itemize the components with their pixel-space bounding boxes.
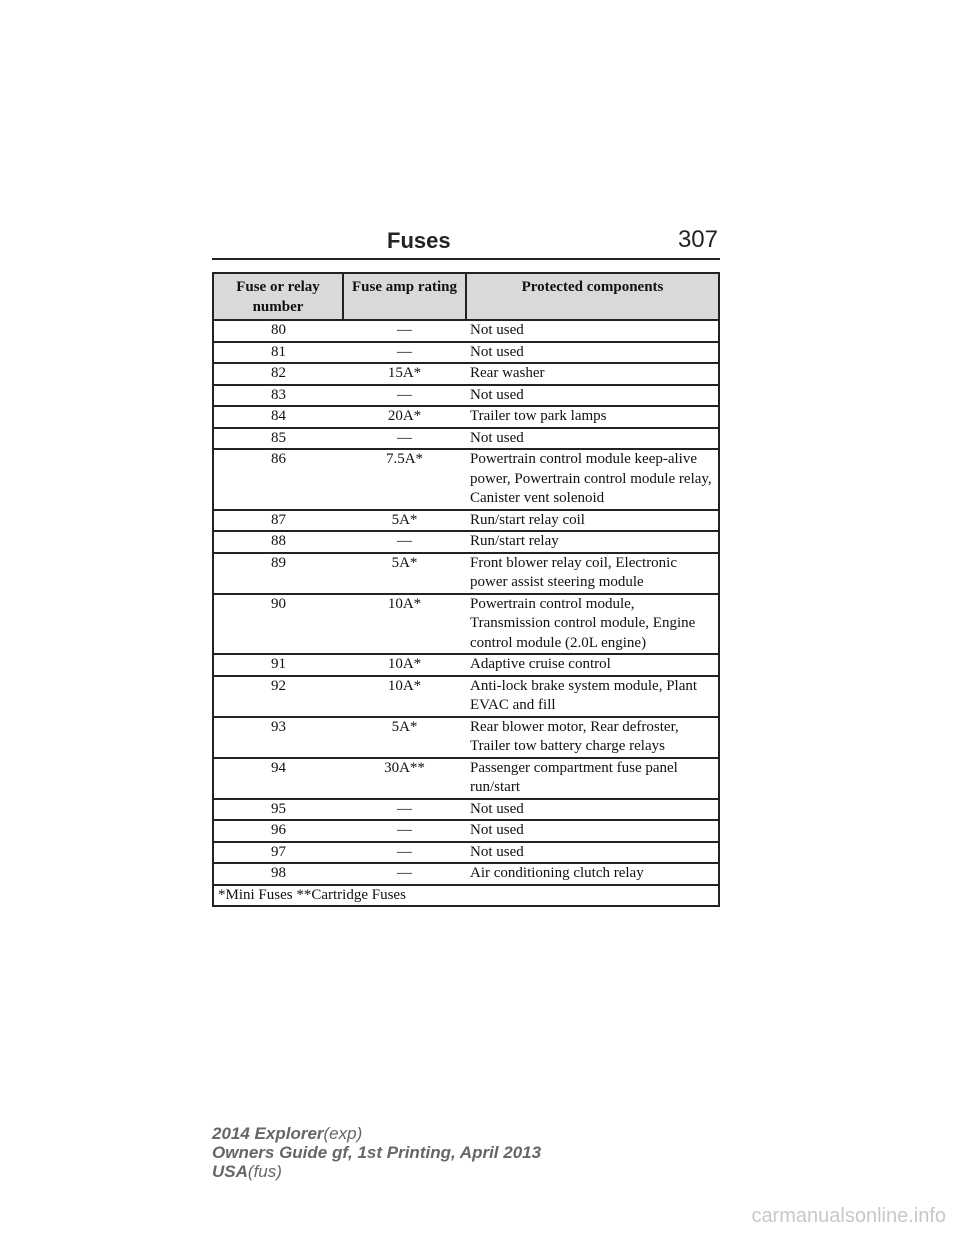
document-footer <box>212 1124 541 1181</box>
protected-components-cell: Not used <box>466 342 719 364</box>
fuse-number-cell: 97 <box>213 842 343 864</box>
page-header <box>212 228 720 260</box>
fuse-number-cell: 88 <box>213 531 343 553</box>
footer-market-code: (fus) <box>247 1162 282 1181</box>
column-header-components: Protected components <box>466 273 719 320</box>
fuse-number-cell: 84 <box>213 406 343 428</box>
fuse-number-cell: 87 <box>213 510 343 532</box>
protected-components-cell: Not used <box>466 320 719 342</box>
fuse-rating-cell: 10A* <box>343 676 466 717</box>
protected-components-cell: Run/start relay coil <box>466 510 719 532</box>
table-row <box>213 820 719 842</box>
fuse-number-cell: 92 <box>213 676 343 717</box>
table-row <box>213 799 719 821</box>
fuse-number-cell: 80 <box>213 320 343 342</box>
protected-components-cell: Rear blower motor, Rear defroster, Trailer tow battery charge relays <box>466 717 719 758</box>
table-row <box>213 428 719 450</box>
fuse-number-cell: 86 <box>213 449 343 510</box>
footer-line-3 <box>212 1162 541 1181</box>
fuse-rating-cell: 10A* <box>343 594 466 655</box>
table-row <box>213 449 719 510</box>
footer-market: USA <box>212 1162 248 1181</box>
fuse-rating-cell: — <box>343 820 466 842</box>
fuse-number-cell: 96 <box>213 820 343 842</box>
protected-components-cell: Powertrain control module keep-alive power, Powertrain control module relay, Canister vent solenoid <box>466 449 719 510</box>
table-row <box>213 717 719 758</box>
protected-components-cell: Passenger compartment fuse panel run/start <box>466 758 719 799</box>
fuse-rating-cell: 15A* <box>343 363 466 385</box>
fuse-number-cell: 90 <box>213 594 343 655</box>
protected-components-cell: Not used <box>466 820 719 842</box>
fuse-rating-cell: — <box>343 531 466 553</box>
fuse-rating-cell: 7.5A* <box>343 449 466 510</box>
fuse-number-cell: 85 <box>213 428 343 450</box>
protected-components-cell: Run/start relay <box>466 531 719 553</box>
fuse-table <box>212 272 720 907</box>
table-row <box>213 320 719 342</box>
fuse-rating-cell: 20A* <box>343 406 466 428</box>
protected-components-cell: Front blower relay coil, Electronic power assist steering module <box>466 553 719 594</box>
fuse-rating-cell: 5A* <box>343 510 466 532</box>
protected-components-cell: Powertrain control module, Transmission control module, Engine control module (2.0L engine) <box>466 594 719 655</box>
table-row <box>213 553 719 594</box>
table-row <box>213 654 719 676</box>
table-row <box>213 385 719 407</box>
page-number: 307 <box>677 226 718 253</box>
table-row <box>213 863 719 885</box>
fuse-rating-cell: 5A* <box>343 717 466 758</box>
table-footnote: *Mini Fuses **Cartridge Fuses <box>213 885 719 907</box>
table-row <box>213 531 719 553</box>
fuse-rating-cell: 10A* <box>343 654 466 676</box>
protected-components-cell: Not used <box>466 799 719 821</box>
protected-components-cell: Air conditioning clutch relay <box>466 863 719 885</box>
fuse-rating-cell: — <box>343 320 466 342</box>
protected-components-cell: Anti-lock brake system module, Plant EVAC and fill <box>466 676 719 717</box>
protected-components-cell: Adaptive cruise control <box>466 654 719 676</box>
footer-line-2: Owners Guide gf, 1st Printing, April 2013 <box>212 1143 542 1162</box>
table-row <box>213 510 719 532</box>
section-title: Fuses <box>387 228 451 253</box>
table-row <box>213 758 719 799</box>
fuse-number-cell: 93 <box>213 717 343 758</box>
fuse-number-cell: 81 <box>213 342 343 364</box>
table-body <box>213 320 719 885</box>
protected-components-cell: Rear washer <box>466 363 719 385</box>
protected-components-cell: Not used <box>466 385 719 407</box>
fuse-rating-cell: — <box>343 342 466 364</box>
fuse-number-cell: 95 <box>213 799 343 821</box>
table-row <box>213 342 719 364</box>
fuse-rating-cell: 30A** <box>343 758 466 799</box>
table-row <box>213 363 719 385</box>
table-footnote-row <box>213 885 719 907</box>
fuse-number-cell: 98 <box>213 863 343 885</box>
protected-components-cell: Trailer tow park lamps <box>466 406 719 428</box>
fuse-rating-cell: — <box>343 799 466 821</box>
table-row <box>213 842 719 864</box>
column-header-number: Fuse or relay number <box>213 273 343 320</box>
table-header-row <box>213 273 719 320</box>
fuse-rating-cell: — <box>343 842 466 864</box>
fuse-number-cell: 89 <box>213 553 343 594</box>
fuse-rating-cell: — <box>343 863 466 885</box>
column-header-rating: Fuse amp rating <box>343 273 466 320</box>
fuse-rating-cell: — <box>343 428 466 450</box>
fuse-number-cell: 94 <box>213 758 343 799</box>
protected-components-cell: Not used <box>466 428 719 450</box>
watermark-text: carmanualsonline.info <box>751 1205 946 1227</box>
table-row <box>213 406 719 428</box>
footer-line-1 <box>212 1124 541 1143</box>
protected-components-cell: Not used <box>466 842 719 864</box>
fuse-rating-cell: 5A* <box>343 553 466 594</box>
fuse-number-cell: 91 <box>213 654 343 676</box>
fuse-number-cell: 82 <box>213 363 343 385</box>
footer-model-code: (exp) <box>323 1124 363 1143</box>
footer-model: 2014 Explorer <box>212 1124 324 1143</box>
table-row <box>213 594 719 655</box>
fuse-number-cell: 83 <box>213 385 343 407</box>
table-row <box>213 676 719 717</box>
fuse-rating-cell: — <box>343 385 466 407</box>
